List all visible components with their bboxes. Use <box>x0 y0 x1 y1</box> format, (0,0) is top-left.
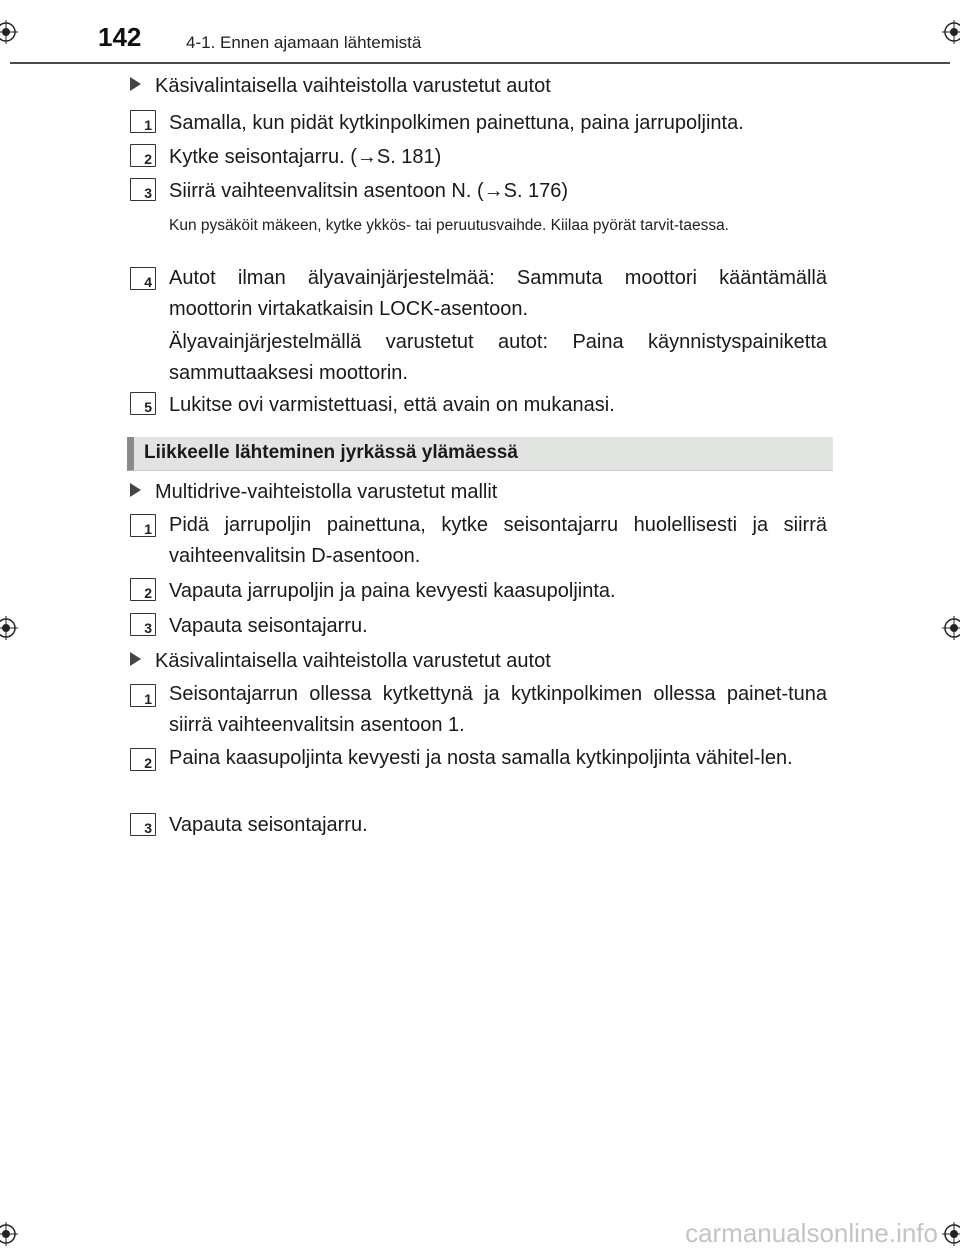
step-text: Kytke seisontajarru. (→S. 181) <box>169 146 442 168</box>
watermark: carmanualsonline.info <box>685 1218 938 1248</box>
triangle-bullet-icon <box>130 77 141 91</box>
registration-mark-icon <box>0 20 18 44</box>
chapter-title: 4-1. Ennen ajamaan lähtemistä <box>186 33 422 52</box>
registration-mark-icon <box>942 20 960 44</box>
step-number-badge: 3 <box>130 178 156 201</box>
step-number-badge: 3 <box>130 813 156 836</box>
step-text: Siirrä vaihteenvalitsin asentoon N. (→S. 176) <box>169 180 569 202</box>
step-number-badge: 2 <box>130 748 156 771</box>
step-text: Vapauta jarrupoljin ja paina kevyesti kaasupoljinta. <box>169 580 616 602</box>
step-text: Pidä jarrupoljin painettuna, kytke seisontajarru huolellisesti ja siirrä vaihteenvalitsin D-asentoon. <box>169 514 827 567</box>
registration-mark-icon <box>0 1222 18 1246</box>
step-text: Samalla, kun pidät kytkinpolkimen painettuna, paina jarrupoljinta. <box>169 112 744 134</box>
step-text: Vapauta seisontajarru. <box>169 814 368 836</box>
step-number-badge: 3 <box>130 613 156 636</box>
step-note: Kun pysäköit mäkeen, kytke ykkös- tai peruutusvaihde. Kiilaa pyörät tarvit-taessa. <box>169 217 729 234</box>
triangle-bullet-icon <box>130 483 141 497</box>
step-text-alternate: Älyavainjärjestelmällä varustetut autot: Paina käynnistyspainiketta sammuttaaksesi moottorin. <box>169 331 827 384</box>
step-text: Lukitse ovi varmistettuasi, että avain on mukanasi. <box>169 394 615 416</box>
step-text: Autot ilman älyavainjärjestelmää: Sammuta moottori kääntämällä moottorin virtakatkaisin LOCK-asentoon. <box>169 267 827 320</box>
page-number: 142 <box>98 22 142 52</box>
subheading-multidrive: Multidrive-vaihteistolla varustetut mallit <box>130 478 497 506</box>
step-number-badge: 4 <box>130 267 156 290</box>
section-heading-bar <box>127 437 833 471</box>
step-text: Paina kaasupoljinta kevyesti ja nosta samalla kytkinpoljinta vähitel-len. <box>169 747 793 769</box>
triangle-bullet-icon <box>130 652 141 666</box>
step-number-badge: 5 <box>130 392 156 415</box>
step-number-badge: 1 <box>130 110 156 133</box>
step-text: Vapauta seisontajarru. <box>169 615 368 637</box>
subheading-manual-transmission: Käsivalintaisella vaihteistolla varustetut autot <box>130 647 551 675</box>
step-number-badge: 2 <box>130 578 156 601</box>
step-number-badge: 1 <box>130 514 156 537</box>
header-divider <box>10 62 950 64</box>
section-heading: Liikkeelle lähteminen jyrkässä ylämäessä <box>144 442 518 463</box>
registration-mark-icon <box>942 1222 960 1246</box>
step-text: Seisontajarrun ollessa kytkettynä ja kytkinpolkimen ollessa painet-tuna siirrä vaihteenvalitsin asentoon 1. <box>169 683 827 736</box>
subheading-manual-transmission: Käsivalintaisella vaihteistolla varustetut autot <box>130 72 551 100</box>
registration-mark-icon <box>942 616 960 640</box>
registration-mark-icon <box>0 616 18 640</box>
step-number-badge: 1 <box>130 684 156 707</box>
step-number-badge: 2 <box>130 144 156 167</box>
